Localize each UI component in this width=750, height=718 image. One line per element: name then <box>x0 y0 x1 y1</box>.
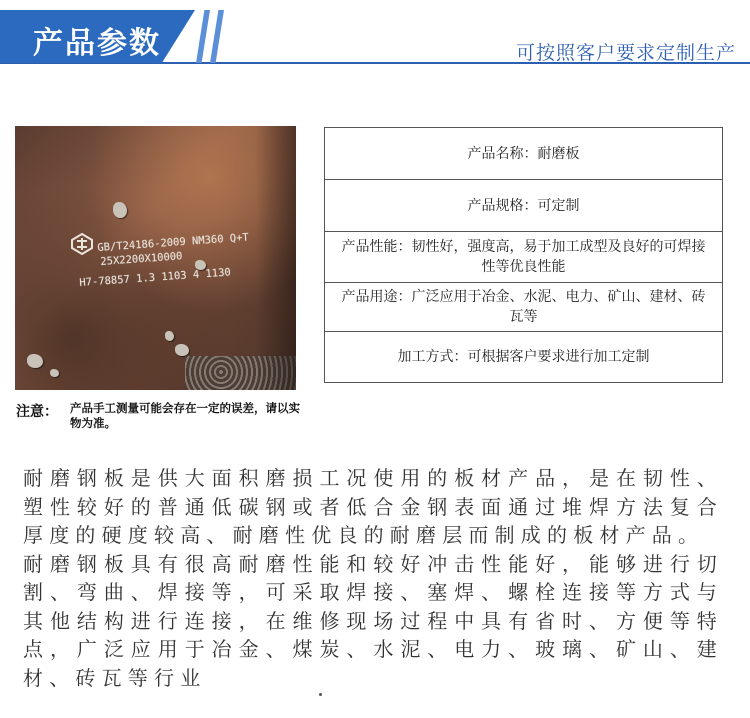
stamp-line: GB/T24186-2009 NM360 Q+T <box>97 231 250 254</box>
stone <box>165 331 174 341</box>
trailing-dot <box>319 693 322 696</box>
description-paragraph: 耐磨钢板具有很高耐磨性能和较好冲击性能好，能够进行切割、弯曲、焊接等，可采取焊接、塞焊、螺栓连接等方式与其他结构进行连接，在维修现场过程中具有省时、方便等特点，广泛应用于冶金、煤炭、水泥、电力、玻璃、矿山、建材、砖瓦等行业 <box>23 551 723 690</box>
spec-row-spec: 产品规格：可定制 <box>325 180 722 232</box>
stamp-line: H7-78857 1.3 1103 4 1130 <box>79 266 232 289</box>
photo-shadow <box>256 126 296 390</box>
header-stripe <box>196 10 210 63</box>
stone <box>175 344 189 356</box>
spec-table <box>324 127 723 383</box>
header-stripe <box>210 10 224 63</box>
product-description <box>23 464 723 692</box>
note-text: 产品手工测量可能会存在一定的误差，请以实物为准。 <box>70 401 300 430</box>
spec-row-usage: 产品用途：广泛应用于冶金、水泥、电力、矿山、建材、砖瓦等 <box>325 283 722 332</box>
stamp-line: 25X2200X10000 <box>100 250 183 268</box>
spec-row-performance: 产品性能：韧性好，强度高，易于加工成型及良好的可焊接性等优良性能 <box>325 232 722 283</box>
description-paragraph: 耐磨钢板是供大面积磨损工况使用的板材产品，是在韧性、塑性较好的普通低碳钢或者低合金钢表面通过堆焊方法复合厚度的硬度较高、耐磨性优良的耐磨层而制成的板材产品。 <box>23 466 723 547</box>
section-title: 产品参数 <box>33 26 161 61</box>
company-logo-icon <box>71 233 93 255</box>
stone <box>113 202 127 218</box>
spec-row-name: 产品名称：耐磨板 <box>325 128 722 180</box>
note-label: 注意： <box>16 404 58 420</box>
product-photo <box>15 126 296 390</box>
stone <box>27 354 43 368</box>
spec-row-processing: 加工方式：可根据客户要求进行加工定制 <box>397 349 650 365</box>
section-subtitle: 可按照客户要求定制生产 <box>515 42 736 64</box>
stone <box>50 369 59 377</box>
